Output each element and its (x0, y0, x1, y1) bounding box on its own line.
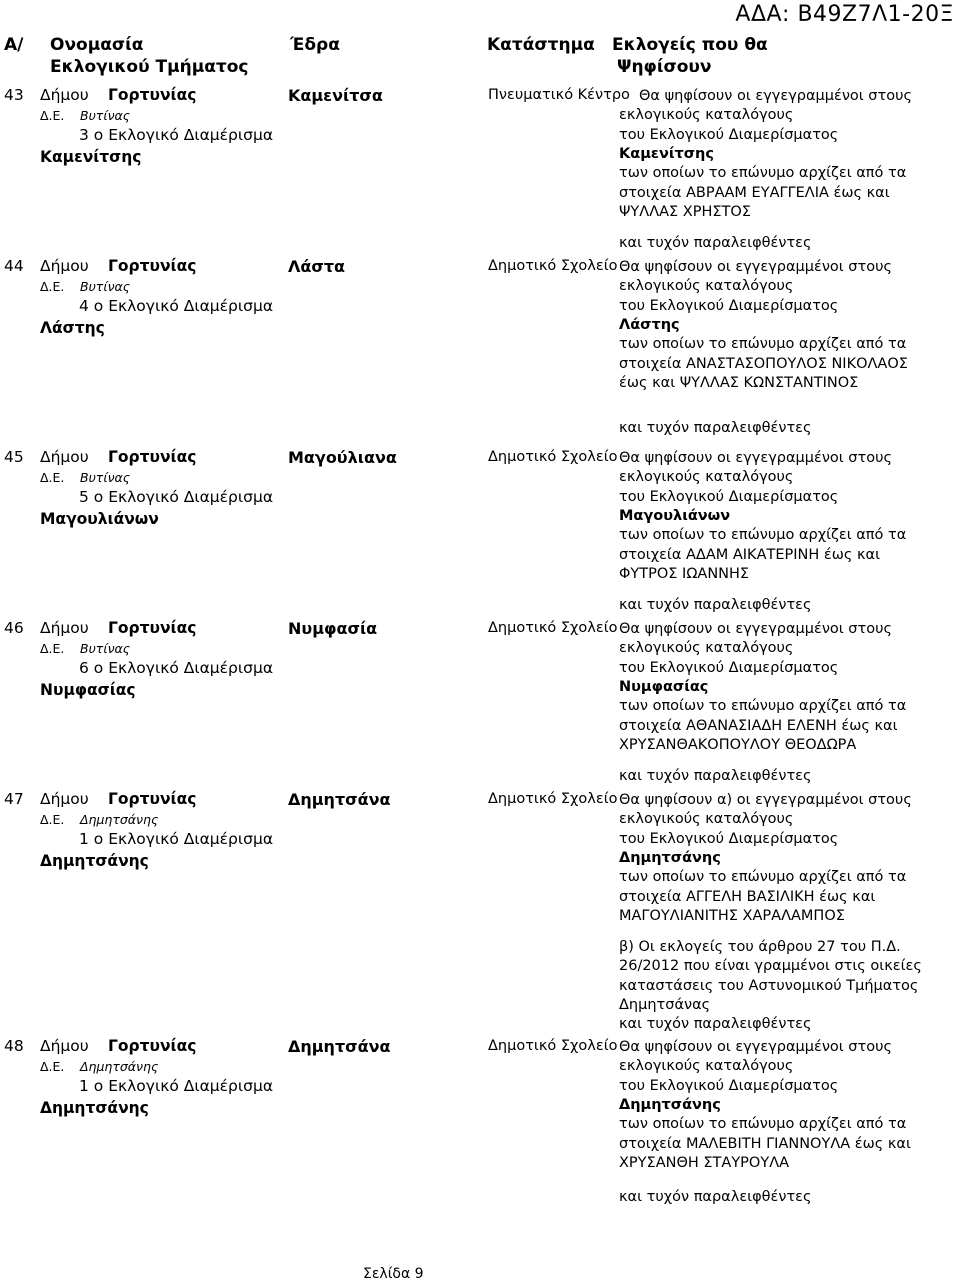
entry-48-de-prefix: Δ.Ε. (40, 1059, 65, 1074)
entry-47-voters-line1: Θα ψηφίσουν α) οι εγγεγραμμένοι στους (619, 792, 912, 808)
entry-46-voters-line1: Θα ψηφίσουν οι εγγεγραμμένοι στους (619, 621, 893, 637)
entry-46-seat: Νυμφασία (288, 619, 378, 638)
entry-46-district-name: Νυμφασίας (40, 681, 136, 699)
entry-43-number: 43 (4, 86, 24, 104)
entry-43-voters-line3: του Εκλογικού Διαμερίσματος (619, 126, 839, 143)
entry-48-voters-district: Δημητσάνης (619, 1096, 721, 1113)
entry-43-district-name: Καμενίτσης (40, 148, 142, 166)
entry-46-voters-line3: του Εκλογικού Διαμερίσματος (619, 659, 839, 676)
entry-45-voters-line3: του Εκλογικού Διαμερίσματος (619, 488, 839, 505)
entry-43-voters-tail: και τυχόν παραλειφθέντες (619, 235, 812, 252)
entry-44-de-name: Βυτίνας (80, 279, 131, 294)
entry-43-voters-line1: Θα ψηφίσουν οι εγγεγραμμένοι στους (639, 88, 913, 104)
entry-48-voters-line5: των οποίων το επώνυμο αρχίζει από τα (619, 1116, 907, 1133)
entry-44-district-name: Λάστης (40, 319, 105, 337)
entry-46-de-prefix: Δ.Ε. (40, 641, 65, 656)
entry-48-de-name: Δημητσάνης (80, 1059, 159, 1074)
entry-47-district: 1 ο Εκλογικό Διαμέρισμα (79, 830, 274, 848)
entry-47-dimou: Δήμου (40, 790, 89, 808)
entry-44-number: 44 (4, 257, 24, 275)
entry-43-de-prefix: Δ.Ε. (40, 108, 65, 123)
entry-47-de-name: Δημητσάνης (80, 812, 159, 827)
entry-45-de-prefix: Δ.Ε. (40, 470, 65, 485)
entry-48-voters-line2: εκλογικούς καταλόγους (619, 1058, 794, 1075)
entry-47-de-prefix: Δ.Ε. (40, 812, 65, 827)
entry-45-seat: Μαγούλιανα (288, 448, 397, 467)
entry-43-voters-line2: εκλογικούς καταλόγους (619, 107, 794, 124)
entry-44-voters-line1: Θα ψηφίσουν οι εγγεγραμμένοι στους (619, 259, 893, 275)
entry-44-voters-tail: και τυχόν παραλειφθέντες (619, 420, 812, 436)
entry-45-voters-line7: ΦΥΤΡΟΣ ΙΩΑΝΝΗΣ (619, 565, 750, 582)
entry-48-number: 48 (4, 1037, 24, 1055)
entry-43-voters-line6: στοιχεία ΑΒΡΑΑΜ ΕΥΑΓΓΕΛΙΑ έως και (619, 184, 890, 201)
entry-45-gortynias: Γορτυνίας (108, 448, 197, 466)
entry-48-dimou: Δήμου (40, 1037, 89, 1055)
entry-45-voters-line6: στοιχεία ΑΔΑΜ ΑΙΚΑΤΕΡΙΝΗ έως και (619, 546, 880, 563)
entry-48-voters-line6: στοιχεία ΜΑΛΕΒΙΤΗ ΓΙΑΝΝΟΥΛΑ έως και (619, 1135, 911, 1152)
entry-43-district: 3 ο Εκλογικό Διαμέρισμα (79, 126, 274, 144)
entry-46-district: 6 ο Εκλογικό Διαμέρισμα (79, 659, 274, 677)
entry-44-seat: Λάστα (288, 257, 346, 276)
entry-44-voters-line6: στοιχεία ΑΝΑΣΤΑΣΟΠΟΥΛΟΣ ΝΙΚΟΛΑΟΣ (619, 355, 908, 372)
entry-45-number: 45 (4, 448, 24, 466)
entry-44-voters-line7: έως και ΨΥΛΛΑΣ ΚΩΝΣΤΑΝΤΙΝΟΣ (619, 374, 859, 391)
entry-48-voters-line1: Θα ψηφίσουν οι εγγεγραμμένοι στους (619, 1039, 893, 1055)
entry-46-voters-line6: στοιχεία ΑΘΑΝΑΣΙΑΔΗ ΕΛΕΝΗ έως και (619, 717, 898, 734)
entry-47-district-name: Δημητσάνης (40, 852, 149, 870)
entry-43-de-name: Βυτίνας (80, 108, 131, 123)
entry-43-seat: Καμενίτσα (288, 86, 383, 105)
entry-44-voters-line2: εκλογικούς καταλόγους (619, 278, 794, 295)
entry-48-voters-tail: και τυχόν παραλειφθέντες (619, 1189, 812, 1206)
entry-47-voters-line6: στοιχεία ΑΓΓΕΛΗ ΒΑΣΙΛΙΚΗ έως και (619, 888, 876, 905)
header-voters-line2: Ψηφίσουν (617, 57, 712, 77)
entry-45-dimou: Δήμου (40, 448, 89, 466)
header-building: Κατάστημα (487, 35, 595, 55)
entry-45-district: 5 ο Εκλογικό Διαμέρισμα (79, 488, 274, 506)
entry-47-voters-line2: εκλογικούς καταλόγους (619, 811, 794, 828)
entry-45-voters-line1: Θα ψηφίσουν οι εγγεγραμμένοι στους (619, 450, 893, 466)
entry-47-building: Δημοτικό Σχολείο (488, 791, 618, 807)
entry-48-district-name: Δημητσάνης (40, 1099, 149, 1117)
entry-43-voters-line5: των οποίων το επώνυμο αρχίζει από τα (619, 165, 907, 182)
document-id: ΑΔΑ: Β49Ζ7Λ1-20Ξ (735, 2, 954, 27)
entry-46-voters-district: Νυμφασίας (619, 678, 709, 695)
entry-46-building: Δημοτικό Σχολείο (488, 620, 618, 636)
entry-46-voters-line7: ΧΡΥΣΑΝΘΑΚΟΠΟΥΛΟΥ ΘΕΟΔΩΡΑ (619, 736, 857, 753)
header-voters-line1: Εκλογείς που θα (612, 35, 768, 55)
header-name-line2: Εκλογικού Τμήματος (50, 57, 249, 77)
entry-48-gortynias: Γορτυνίας (108, 1037, 197, 1055)
entry-48-district: 1 ο Εκλογικό Διαμέρισμα (79, 1077, 274, 1095)
page-number: Σελίδα 9 (363, 1266, 424, 1282)
entry-48-voters-line3: του Εκλογικού Διαμερίσματος (619, 1077, 839, 1094)
entry-47-voters-line5: των οποίων το επώνυμο αρχίζει από τα (619, 869, 907, 886)
entry-45-district-name: Μαγουλιάνων (40, 510, 159, 528)
entry-47-voters-district: Δημητσάνης (619, 849, 721, 866)
entry-46-gortynias: Γορτυνίας (108, 619, 197, 637)
entry-44-dimou: Δήμου (40, 257, 89, 275)
entry-43-gortynias: Γορτυνίας (108, 86, 197, 104)
entry-47-number: 47 (4, 790, 24, 808)
entry-45-voters-district: Μαγουλιάνων (619, 507, 731, 524)
entry-44-voters-line3: του Εκλογικού Διαμερίσματος (619, 297, 839, 314)
entry-45-de-name: Βυτίνας (80, 470, 131, 485)
entry-44-voters-line5: των οποίων το επώνυμο αρχίζει από τα (619, 336, 907, 353)
entry-45-voters-line2: εκλογικούς καταλόγους (619, 469, 794, 486)
entry-48-building: Δημοτικό Σχολείο (488, 1038, 618, 1054)
entry-44-voters-district: Λάστης (619, 316, 680, 333)
entry-47-seat: Δημητσάνα (288, 790, 391, 809)
header-a: Α/ (4, 35, 24, 55)
entry-46-voters-tail: και τυχόν παραλειφθέντες (619, 768, 812, 785)
entry-44-building: Δημοτικό Σχολείο (488, 258, 618, 274)
entry-46-number: 46 (4, 619, 24, 637)
entry-47-voters-line7: ΜΑΓΟΥΛΙΑΝΙΤΗΣ ΧΑΡΑΛΑΜΠΟΣ (619, 907, 845, 924)
entry-47-gortynias: Γορτυνίας (108, 790, 197, 808)
entry-47-voters-extra: β) Οι εκλογείς του άρθρου 27 του Π.Δ. 26/2012 που είναι γραμμένοι στις οικείες καταστάσεις του Αστυνομικού Τμήματος Δημητσάνας (619, 939, 922, 1013)
entry-43-voters-district: Καμενίτσης (619, 145, 714, 162)
entry-45-building: Δημοτικό Σχολείο (488, 449, 618, 465)
entry-47-voters-tail: και τυχόν παραλειφθέντες (619, 1016, 812, 1033)
entry-43-dimou: Δήμου (40, 86, 89, 104)
entry-46-de-name: Βυτίνας (80, 641, 131, 656)
entry-46-dimou: Δήμου (40, 619, 89, 637)
entry-46-voters-line2: εκλογικούς καταλόγους (619, 640, 794, 657)
entry-45-voters-tail: και τυχόν παραλειφθέντες (619, 597, 812, 614)
entry-45-voters-line5: των οποίων το επώνυμο αρχίζει από τα (619, 527, 907, 544)
entry-47-voters-line3: του Εκλογικού Διαμερίσματος (619, 830, 839, 847)
entry-46-voters-line5: των οποίων το επώνυμο αρχίζει από τα (619, 698, 907, 715)
entry-48-seat: Δημητσάνα (288, 1037, 391, 1056)
entry-44-gortynias: Γορτυνίας (108, 257, 197, 275)
header-name-line1: Ονομασία (50, 35, 144, 55)
entry-43-building: Πνευματικό Κέντρο (488, 87, 630, 103)
entry-43-voters-line7: ΨΥΛΛΑΣ ΧΡΗΣΤΟΣ (619, 203, 751, 220)
entry-44-district: 4 ο Εκλογικό Διαμέρισμα (79, 297, 274, 315)
entry-48-voters-line7: ΧΡΥΣΑΝΘΗ ΣΤΑΥΡΟΥΛΑ (619, 1154, 790, 1171)
entry-44-de-prefix: Δ.Ε. (40, 279, 65, 294)
header-seat: Έδρα (290, 35, 340, 55)
